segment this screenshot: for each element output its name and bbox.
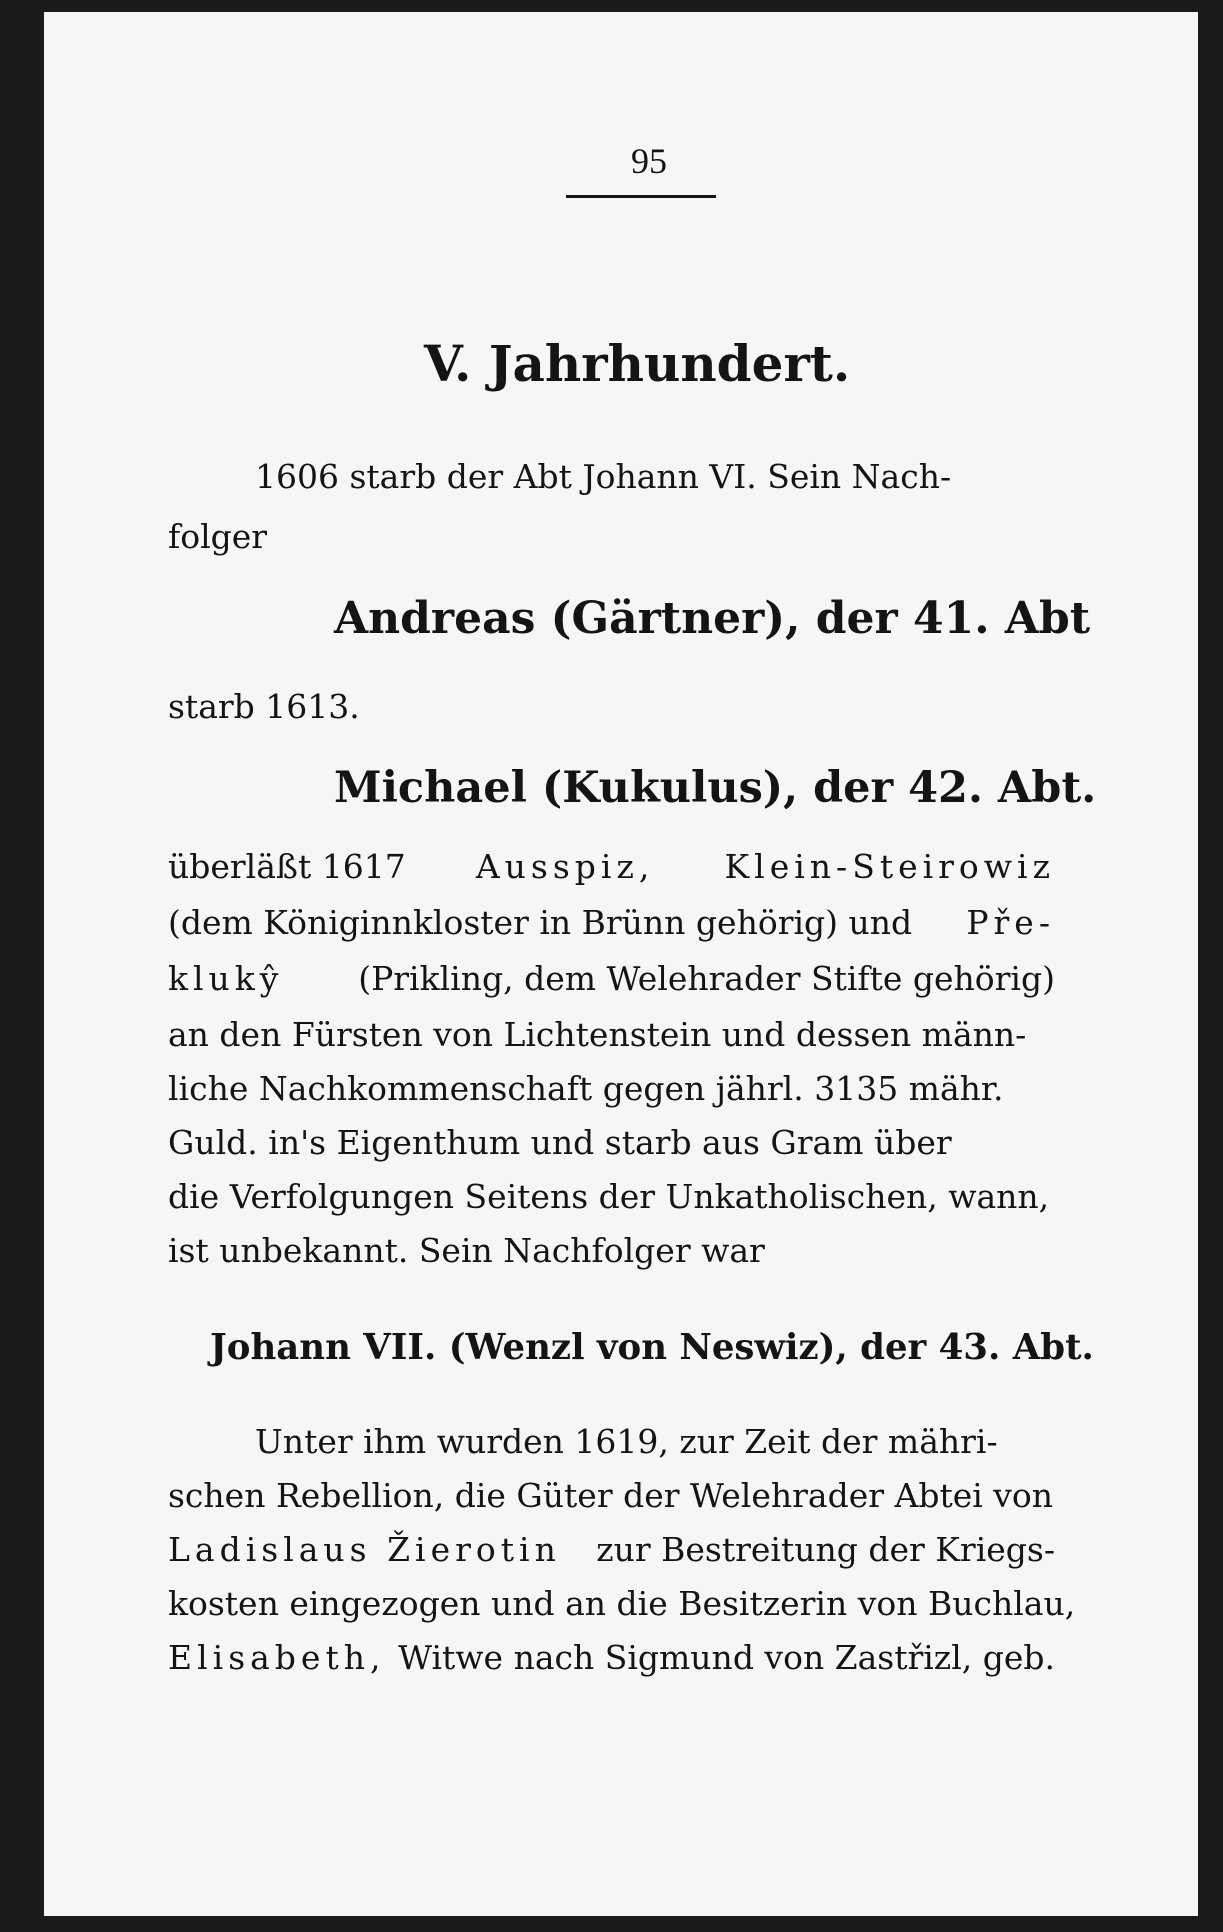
text-run: Witwe nach Sigmund von Zastřizl, geb. xyxy=(398,1638,1055,1677)
paragraph-4-line-1: Unter ihm wurden 1619, zur Zeit der mähri- xyxy=(255,1422,998,1461)
binding-mark xyxy=(0,12,4,1916)
paragraph-3-line-3 xyxy=(168,959,1055,998)
paragraph-3-line-5: liche Nachkommenschaft gegen jährl. 3135 mähr. xyxy=(168,1069,1004,1108)
abbot-42-heading: Michael (Kukulus), der 42. Abt. xyxy=(334,763,1097,813)
abbot-41-heading: Andreas (Gärtner), der 41. Abt xyxy=(334,593,1091,644)
paragraph-1-line-2: folger xyxy=(168,517,268,556)
place-name-ausspiz: Ausspiz, xyxy=(475,847,655,886)
paper-sheet xyxy=(44,12,1198,1916)
paragraph-3-line-6: Guld. in's Eigenthum und starb aus Gram über xyxy=(168,1123,952,1162)
paragraph-3-line-8: ist unbekannt. Sein Nachfolger war xyxy=(168,1231,765,1270)
paragraph-4-line-2: schen Rebellion, die Güter der Welehrader Abtei von xyxy=(168,1476,1054,1515)
place-name-kluky: klukŷ xyxy=(168,959,284,998)
paragraph-4-line-5 xyxy=(168,1638,1055,1677)
person-name-ladislaus-zierotin: Ladislaus Žierotin xyxy=(168,1530,561,1569)
abbot-43-heading: Johann VII. (Wenzl von Neswiz), der 43. Abt. xyxy=(210,1327,1094,1368)
place-name-klein-steirowiz: Klein-Steirowiz xyxy=(724,847,1055,886)
text-run: zur Bestreitung der Kriegs- xyxy=(596,1530,1055,1569)
page-number-rule xyxy=(566,195,716,198)
chapter-heading: V. Jahrhundert. xyxy=(424,334,851,393)
text-run: (dem Königinnkloster in Brünn gehörig) und xyxy=(168,903,913,942)
place-name-prekluky: Pře- xyxy=(966,903,1055,942)
text-run: überläßt 1617 xyxy=(168,847,406,886)
paragraph-3-line-2 xyxy=(168,903,1055,942)
paragraph-1-line-1: 1606 starb der Abt Johann VI. Sein Nach- xyxy=(255,457,952,496)
paragraph-4-line-4: kosten eingezogen und an die Besitzerin von Buchlau, xyxy=(168,1584,1076,1623)
paragraph-4-line-3 xyxy=(168,1530,1055,1569)
paragraph-3-line-1 xyxy=(168,847,1055,886)
text-run: (Prikling, dem Welehrader Stifte gehörig) xyxy=(358,959,1055,998)
paragraph-2-line-1: starb 1613. xyxy=(168,687,360,726)
page-number: 95 xyxy=(631,141,667,181)
person-name-elisabeth: Elisabeth, xyxy=(168,1638,386,1677)
paragraph-3-line-4: an den Fürsten von Lichtenstein und dessen männ- xyxy=(168,1015,1027,1054)
paragraph-3-line-7: die Verfolgungen Seitens der Unkatholischen, wann, xyxy=(168,1177,1050,1216)
